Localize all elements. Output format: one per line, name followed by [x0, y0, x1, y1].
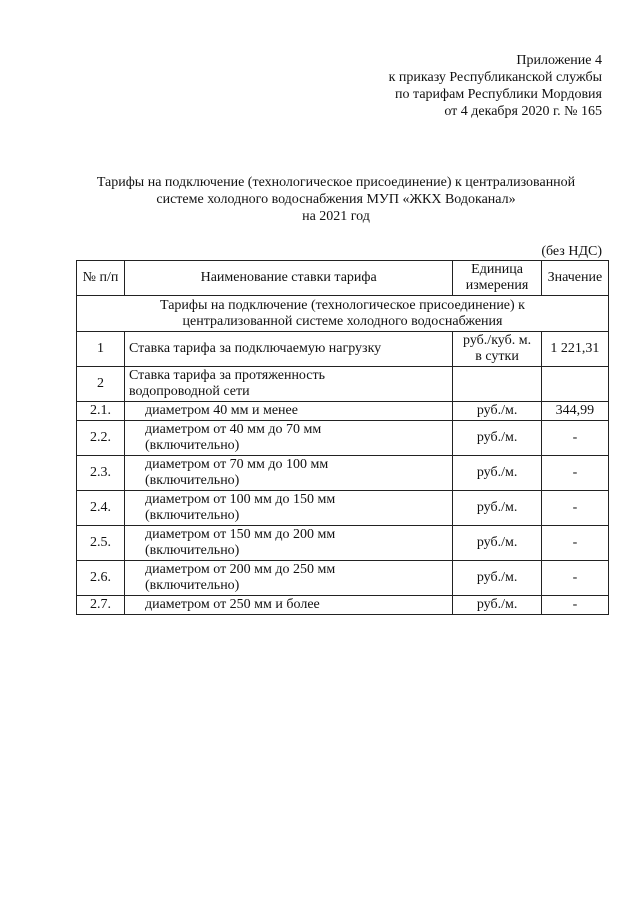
- table-row: [77, 491, 609, 526]
- unit-line-1: руб./м.: [476, 403, 518, 418]
- row-number: 2.2.: [77, 421, 125, 456]
- unit-of-measure: [453, 561, 541, 596]
- rate-name-line-2: (включительно): [144, 578, 240, 593]
- rate-name-line-1: диаметром от 70 мм до 100 мм: [144, 457, 329, 472]
- rate-value: [541, 367, 608, 402]
- unit-of-measure: [453, 596, 541, 615]
- unit-line-1: руб./м.: [476, 500, 518, 515]
- unit-line-2: в сутки: [475, 349, 519, 364]
- rate-value: -: [541, 491, 608, 526]
- rate-name: [124, 491, 452, 526]
- appendix-order-line: к приказу Республиканской службы: [388, 70, 602, 85]
- table-row: [77, 332, 609, 367]
- row-number: 2.5.: [77, 526, 125, 561]
- row-number: 2.6.: [77, 561, 125, 596]
- rate-name-line-1: диаметром от 200 мм до 250 мм: [144, 562, 336, 577]
- title-line-2: системе холодного водоснабжения МУП «ЖКХ Водоканал»: [156, 192, 516, 207]
- unit-line-1: руб./м.: [476, 570, 518, 585]
- table-row: [77, 526, 609, 561]
- rate-name: [124, 367, 452, 402]
- rate-name-line-2: (включительно): [144, 438, 240, 453]
- unit-line-1: руб./м.: [476, 597, 518, 612]
- unit-line-1: руб./куб. м.: [463, 333, 532, 348]
- unit-of-measure: [453, 367, 541, 402]
- unit-of-measure: [453, 402, 541, 421]
- row-number: 1: [77, 332, 125, 367]
- title-line-1: Тарифы на подключение (технологическое присоединение) к централизованной: [96, 175, 576, 190]
- title-line-3: на 2021 год: [302, 209, 370, 224]
- header-name: Наименование ставки тарифа: [124, 261, 452, 296]
- rate-value: -: [541, 561, 608, 596]
- rate-name: [124, 526, 452, 561]
- rate-value: -: [541, 596, 608, 615]
- unit-line-1: руб./м.: [476, 535, 518, 550]
- rate-name-line-1: диаметром от 150 мм до 200 мм: [144, 527, 336, 542]
- rate-name-line-2: (включительно): [144, 473, 240, 488]
- rate-name-line-1: диаметром от 40 мм до 70 мм: [144, 422, 322, 437]
- rate-name-line-2: водопроводной сети: [128, 384, 250, 399]
- header-value: Значение: [541, 261, 608, 296]
- section-title: [77, 296, 609, 332]
- section-title-line-1: Тарифы на подключение (технологическое присоединение) к: [160, 297, 525, 313]
- table-row: [77, 367, 609, 402]
- rate-value: -: [541, 456, 608, 491]
- row-number: 2.7.: [77, 596, 125, 615]
- rate-value: -: [541, 526, 608, 561]
- table-row: [77, 421, 609, 456]
- appendix-date-line: от 4 декабря 2020 г. № 165: [444, 104, 602, 119]
- header-unit-line-2: измерения: [465, 278, 529, 293]
- rate-name: [124, 421, 452, 456]
- row-number: 2.4.: [77, 491, 125, 526]
- unit-of-measure: [453, 491, 541, 526]
- row-number: 2.1.: [77, 402, 125, 421]
- rate-value: -: [541, 421, 608, 456]
- appendix-reference: [389, 52, 602, 120]
- table-row: [77, 561, 609, 596]
- table-row: [77, 402, 609, 421]
- document-title: [60, 174, 612, 225]
- header-unit-line-1: Единица: [471, 262, 523, 277]
- rate-name: [124, 561, 452, 596]
- header-unit: [453, 261, 541, 296]
- tariff-table: [76, 260, 609, 615]
- table-row: [77, 596, 609, 615]
- rate-name-line-1: диаметром от 100 мм до 150 мм: [144, 492, 336, 507]
- header-row: [77, 261, 609, 296]
- rate-name: [124, 596, 452, 615]
- rate-name: [124, 332, 452, 367]
- section-title-line-2: централизованной системе холодного водоснабжения: [182, 313, 503, 329]
- table-row: [77, 456, 609, 491]
- unit-of-measure: [453, 332, 541, 367]
- unit-line-1: руб./м.: [476, 465, 518, 480]
- unit-line-1: руб./м.: [476, 430, 518, 445]
- vat-note: (без НДС): [541, 244, 602, 259]
- row-number: 2.3.: [77, 456, 125, 491]
- rate-name-line-1: диаметром от 250 мм и более: [144, 597, 320, 612]
- appendix-authority-line: по тарифам Республики Мордовия: [395, 87, 602, 102]
- unit-of-measure: [453, 456, 541, 491]
- unit-of-measure: [453, 526, 541, 561]
- rate-name: [124, 402, 452, 421]
- section-row: [77, 296, 609, 332]
- rate-value: 344,99: [541, 402, 608, 421]
- rate-value: 1 221,31: [541, 332, 608, 367]
- rate-name-line-1: диаметром 40 мм и менее: [144, 403, 298, 418]
- rate-name-line-1: Ставка тарифа за подключаемую нагрузку: [128, 341, 382, 356]
- row-number: 2: [77, 367, 125, 402]
- rate-name-line-2: (включительно): [144, 508, 240, 523]
- rate-name: [124, 456, 452, 491]
- header-num: № п/п: [77, 261, 125, 296]
- appendix-number: Приложение 4: [516, 53, 602, 68]
- rate-name-line-2: (включительно): [144, 543, 240, 558]
- rate-name-line-1: Ставка тарифа за протяженность: [128, 368, 325, 383]
- unit-of-measure: [453, 421, 541, 456]
